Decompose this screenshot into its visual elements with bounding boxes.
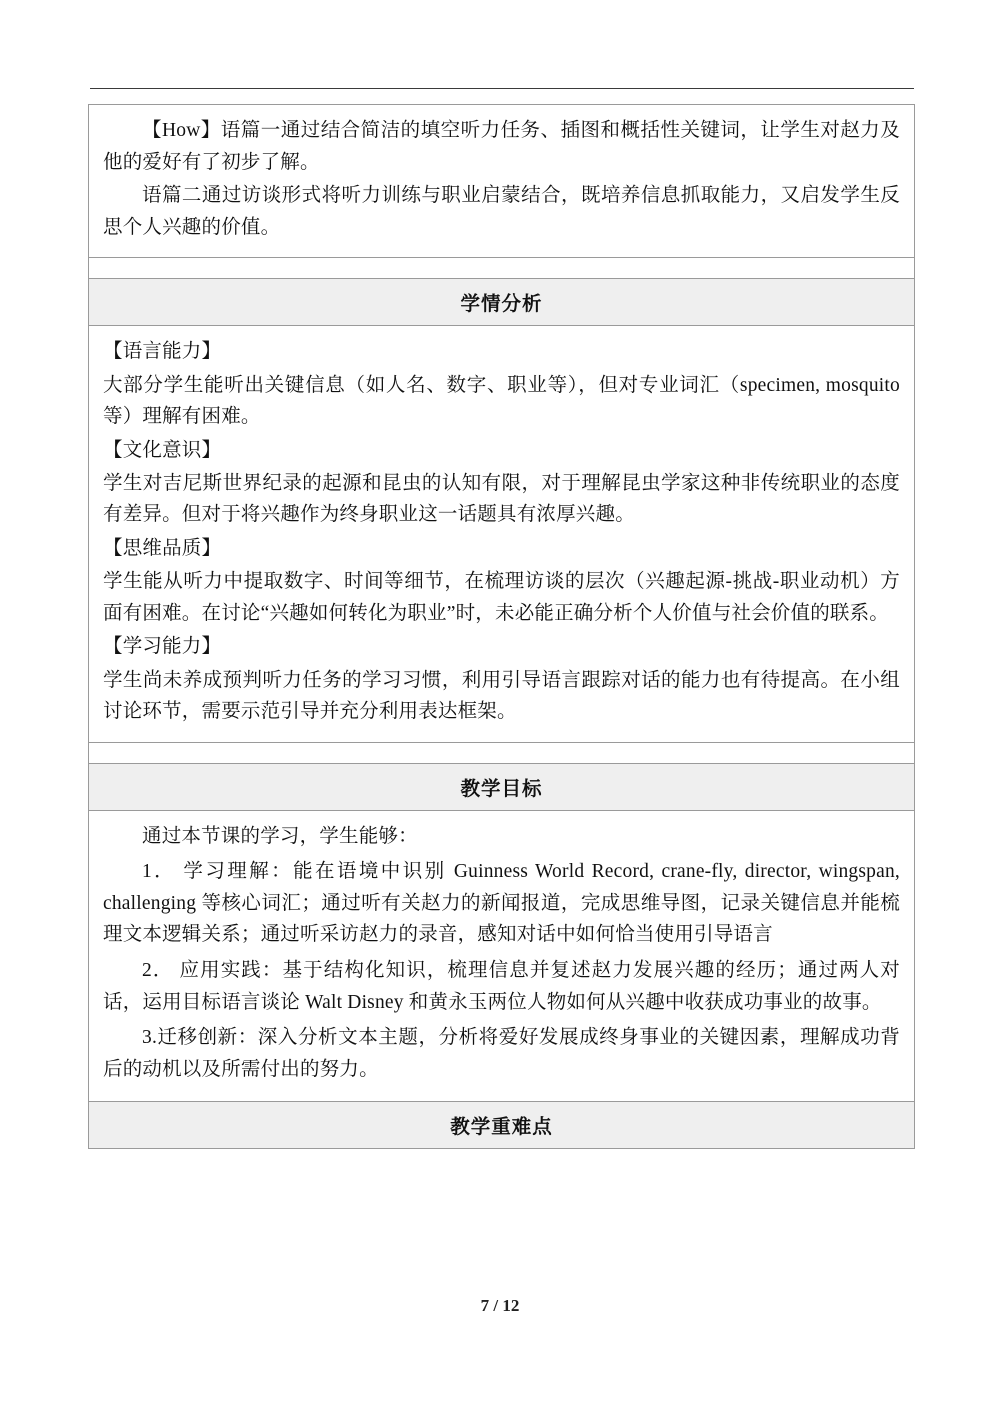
analysis-label-learning: 【学习能力】 <box>103 636 222 658</box>
table-row-goals-body <box>89 810 915 1102</box>
section-heading-key-points: 教学重难点 <box>89 1102 914 1148</box>
table-row-section-heading <box>89 279 915 326</box>
analysis-text-thinking: 学生能从听力中提取数字、时间等细节，在梳理访谈的层次（兴趣起源-挑战-职业动机）方面有困难。在讨论“兴趣如何转化为职业”时，未必能正确分析个人价值与社会价值的联系。 <box>103 571 900 624</box>
lesson-plan-table <box>88 104 915 1149</box>
how-block <box>89 105 914 257</box>
analysis-label-thinking: 【思维品质】 <box>103 538 222 559</box>
goal-item-2: 2． 应用实践：基于结构化知识，梳理信息并复述赵力发展兴趣的经历；通过两人对话，运用目标语言谈论 Walt Disney 和黄永玉两位人物如何从兴趣中收获成功事业的故事。 <box>103 960 900 1013</box>
table-row-spacer <box>89 258 915 279</box>
analysis-label-culture: 【文化意识】 <box>103 439 222 461</box>
goal-item-1: 1． 学习理解：能在语境中识别 Guinness World Record, crane-fly, director, wingspan, challenging 等核心词汇；通过听有关赵力的新闻报道，完成思维导图，记录关键信息并能梳理文本逻辑关系；通过听采访赵力的录音，感知对话中如何恰当使用引导语言 <box>103 861 900 946</box>
goals-body <box>89 811 914 1102</box>
how-line-1: 【How】语篇一通过结合简洁的填空听力任务、插图和概括性关键词，让学生对赵力及他的爱好有了初步了解。 <box>103 120 900 173</box>
page-number: 7 / 12 <box>480 1296 520 1315</box>
how-line-2: 语篇二通过访谈形式将听力训练与职业启蒙结合，既培养信息抓取能力，又启发学生反思个人兴趣的价值。 <box>103 185 900 238</box>
table-row-spacer-2 <box>89 742 915 763</box>
table-row-last-heading <box>89 1102 915 1149</box>
table-row-analysis-body <box>89 326 915 742</box>
analysis-text-learning: 学生尚未养成预判听力任务的学习习惯，利用引导语言跟踪对话的能力也有待提高。在小组讨论环节，需要示范引导并充分利用表达框架。 <box>103 669 900 723</box>
section-heading-goals: 教学目标 <box>89 764 914 810</box>
analysis-text-language: 大部分学生能听出关键信息（如人名、数字、职业等），但对专业词汇（specimen, mosquito 等）理解有困难。 <box>103 374 900 428</box>
analysis-text-culture: 学生对吉尼斯世界纪录的起源和昆虫的认知有限，对于理解昆虫学家这种非传统职业的态度有差异。但对于将兴趣作为终身职业这一话题具有浓厚兴趣。 <box>103 472 900 526</box>
header-rule <box>90 88 914 89</box>
goals-intro: 通过本节课的学习，学生能够： <box>142 825 418 847</box>
analysis-body <box>89 326 914 741</box>
table-row-goals-heading <box>89 763 915 810</box>
table-row-how-block <box>89 105 915 258</box>
section-heading-analysis: 学情分析 <box>89 279 914 325</box>
analysis-label-language: 【语言能力】 <box>103 341 222 363</box>
goal-item-3: 3.迁移创新：深入分析文本主题，分析将爱好发展成终身事业的关键因素，理解成功背后的动机以及所需付出的努力。 <box>103 1027 900 1080</box>
